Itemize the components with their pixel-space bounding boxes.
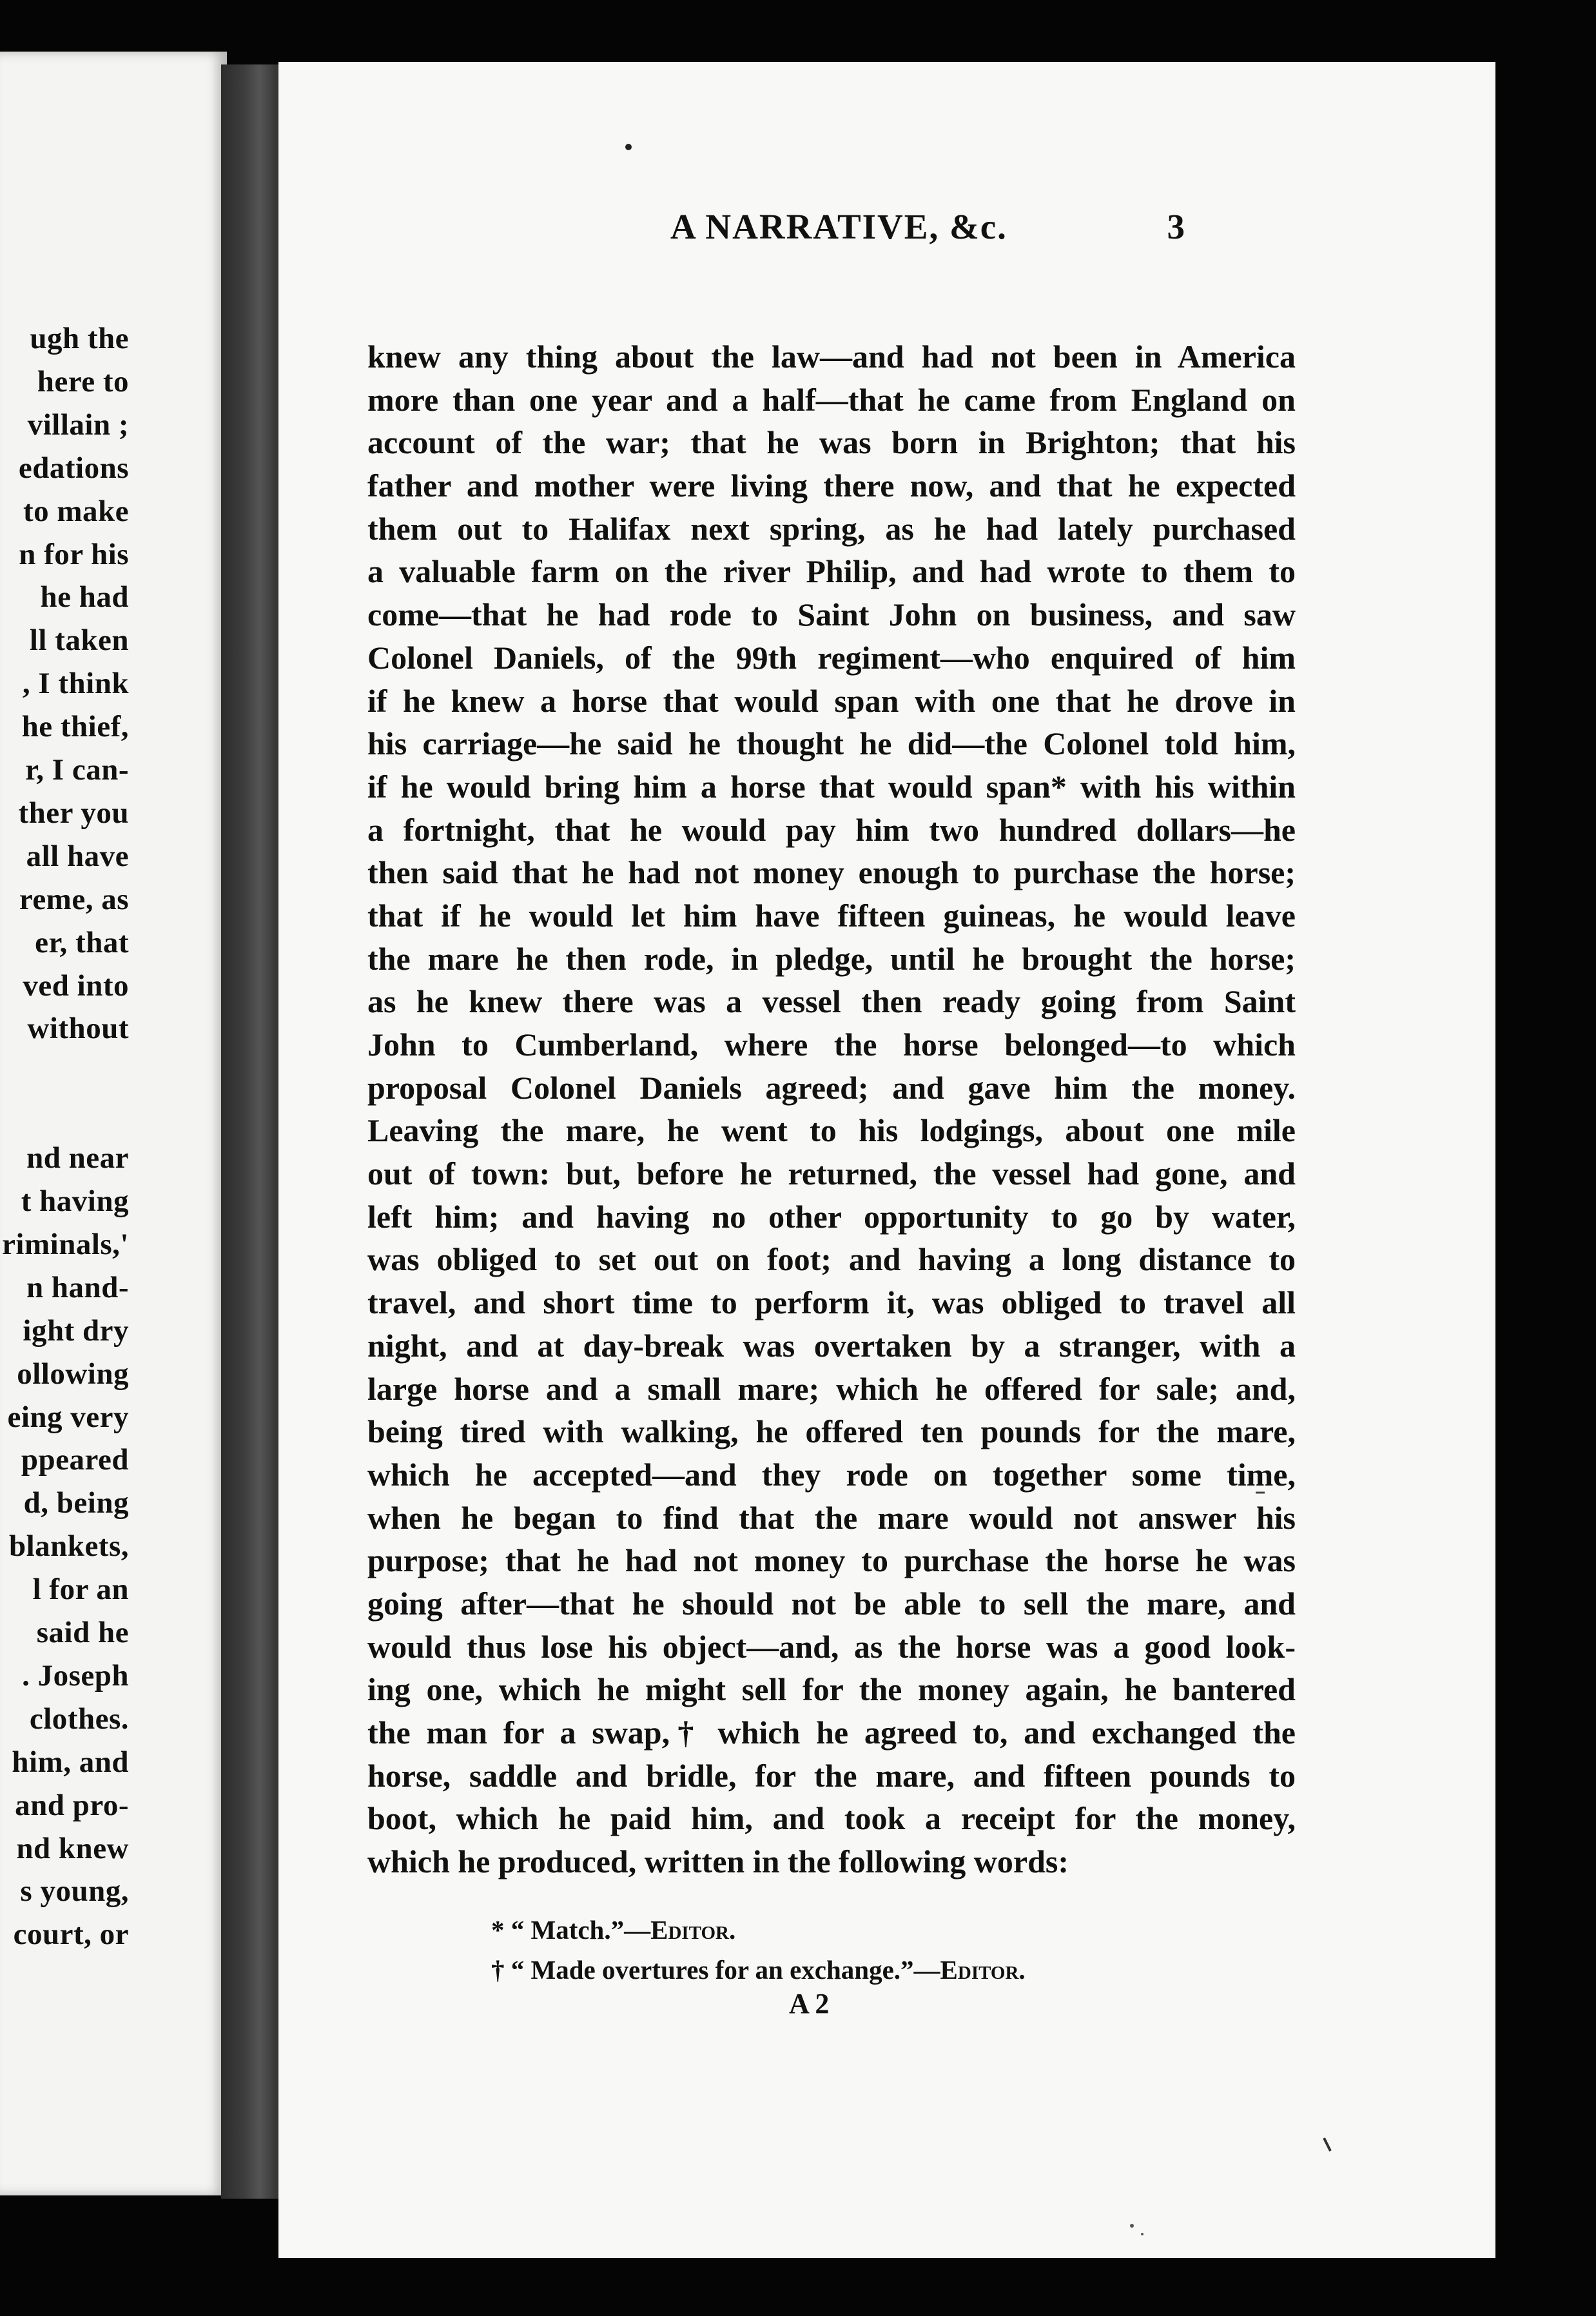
text-line: boot, which he paid him, and took a receipt for the money, — [367, 1800, 1296, 1837]
text-line: them out to Halifax next spring, as he had lately purchased — [367, 510, 1296, 547]
facing-page-line: to make — [23, 494, 129, 528]
text-line: travel, and short time to perform it, was obliged to travel all — [367, 1284, 1296, 1321]
facing-page-line: he had — [40, 580, 129, 614]
text-line: his carriage—he said he thought he did—the Colonel told him, — [367, 725, 1296, 762]
facing-page-line: blankets, — [8, 1529, 129, 1564]
text-line: John to Cumberland, where the horse belonged—to which — [367, 1026, 1296, 1063]
text-line: knew any thing about the law—and had not been in America — [367, 339, 1296, 375]
text-line: night, and at day-break was overtaken by a stranger, with a — [367, 1327, 1296, 1364]
facing-page-line: nd near — [26, 1141, 129, 1175]
facing-page-line: t having — [21, 1184, 129, 1218]
text-line: proposal Colonel Daniels agreed; and gave him the money. — [367, 1069, 1296, 1106]
facing-page-line: here to — [37, 364, 129, 398]
facing-page-line: ther you — [18, 796, 129, 830]
text-line: account of the war; that he was born in Brighton; that his — [367, 424, 1296, 461]
text-line: left him; and having no other opportunity to go by water, — [367, 1198, 1296, 1235]
facing-page-line: nd knew — [16, 1831, 129, 1865]
facing-page-line: he thief, — [21, 710, 129, 744]
text-line: father and mother were living there now, and that he expected — [367, 467, 1296, 504]
running-title: A NARRATIVE, &c. — [670, 207, 1007, 246]
text-line: that if he would let him have fifteen guineas, he would leave — [367, 897, 1296, 934]
text-line: was obliged to set out on foot; and having a long distance to — [367, 1241, 1296, 1278]
text-line: as he knew there was a vessel then ready going from Saint — [367, 983, 1296, 1020]
facing-page-line: reme, as — [19, 882, 129, 916]
text-line: the mare he then rode, in pledge, until he brought the horse; — [367, 940, 1296, 977]
facing-page-line: s young, — [20, 1874, 129, 1909]
facing-page-line: eing very — [7, 1400, 129, 1434]
text-line: more than one year and a half—that he came from England on — [367, 381, 1296, 418]
text-line: if he would bring him a horse that would span* with his within — [367, 768, 1296, 805]
text-line: the man for a swap,† which he agreed to, and exchanged the — [367, 1714, 1296, 1751]
page-number: 3 — [1167, 207, 1186, 246]
text-line: being tired with walking, he offered ten pounds for the mare, — [367, 1413, 1296, 1450]
facing-page-line: him, and — [12, 1745, 129, 1779]
facing-page-line: d, being — [23, 1486, 129, 1520]
facing-page-line: ppeared — [21, 1443, 129, 1477]
facing-page-line: r, I can- — [25, 753, 129, 787]
facing-page-line: riminals,' — [2, 1227, 129, 1261]
facing-page-line: ll taken — [29, 623, 129, 658]
text-line: Leaving the mare, he went to his lodgings, about one mile — [367, 1112, 1296, 1149]
facing-page-line: ollowing — [17, 1357, 129, 1391]
footnote — [491, 1910, 1026, 1950]
facing-page-line: ight dry — [23, 1313, 129, 1348]
text-line: when he began to find that the mare would not answer his — [367, 1499, 1296, 1536]
text-line: if he knew a horse that would span with one that he drove in — [367, 682, 1296, 719]
facing-page-line: without — [27, 1012, 129, 1046]
text-line: a valuable farm on the river Philip, and had wrote to them to — [367, 553, 1296, 590]
footnote — [491, 1950, 1026, 1990]
text-line: would thus lose his object—and, as the horse was a good look- — [367, 1628, 1296, 1665]
facing-page-line: . Joseph — [22, 1658, 129, 1693]
text-line: out of town: but, before he returned, the vessel had gone, and — [367, 1155, 1296, 1192]
text-line: large horse and a small mare; which he offered for sale; and, — [367, 1370, 1296, 1407]
body-text — [367, 335, 1296, 1883]
facing-page-line: clothes. — [29, 1702, 129, 1736]
text-line: horse, saddle and bridle, for the mare, and fifteen pounds to — [367, 1757, 1296, 1794]
text-line: come—that he had rode to Saint John on business, and saw — [367, 596, 1296, 633]
facing-page-line: n for his — [19, 537, 129, 571]
facing-page-line: ugh the — [30, 322, 129, 355]
footnote-credit: Editor. — [940, 1955, 1026, 1985]
footnote-credit: Editor. — [650, 1915, 736, 1945]
text-line: then said that he had not money enough to purchase the horse; — [367, 854, 1296, 891]
facing-page-line: l for an — [32, 1573, 129, 1607]
text-line: going after—that he should not be able to sell the mare, and — [367, 1585, 1296, 1622]
facing-page-line: n hand- — [26, 1270, 129, 1304]
text-line: ing one, which he might sell for the money again, he bantered — [367, 1671, 1296, 1708]
text-line: Colonel Daniels, of the 99th regiment—who enquired of him — [367, 639, 1296, 676]
text-line: a fortnight, that he would pay him two hundred dollars—he — [367, 811, 1296, 848]
facing-page-line: and pro- — [15, 1788, 129, 1822]
text-line: which he produced, written in the following words: — [367, 1843, 1069, 1880]
facing-page-line: said he — [36, 1616, 129, 1649]
text-line: purpose; that he had not money to purchase the horse he was — [367, 1542, 1296, 1579]
footnote-text: * “ Match.”— — [491, 1915, 651, 1945]
footnotes — [491, 1910, 1026, 1990]
facing-page-line: all have — [26, 839, 129, 873]
book-gutter — [221, 64, 286, 2199]
facing-page-line: court, or — [13, 1918, 129, 1952]
signature-mark: A 2 — [789, 1988, 830, 2019]
facing-page-line: er, that — [35, 925, 129, 959]
facing-page-left — [0, 52, 227, 2195]
footnote-text: † “ Made overtures for an exchange.”— — [491, 1955, 940, 1985]
text-line: which he accepted—and they rode on together some time, — [367, 1456, 1296, 1493]
facing-page-line: ved into — [23, 968, 129, 1003]
facing-page-line: edations — [18, 451, 129, 485]
facing-page-line: , I think — [22, 667, 129, 701]
facing-page-line: villain ; — [27, 407, 129, 442]
